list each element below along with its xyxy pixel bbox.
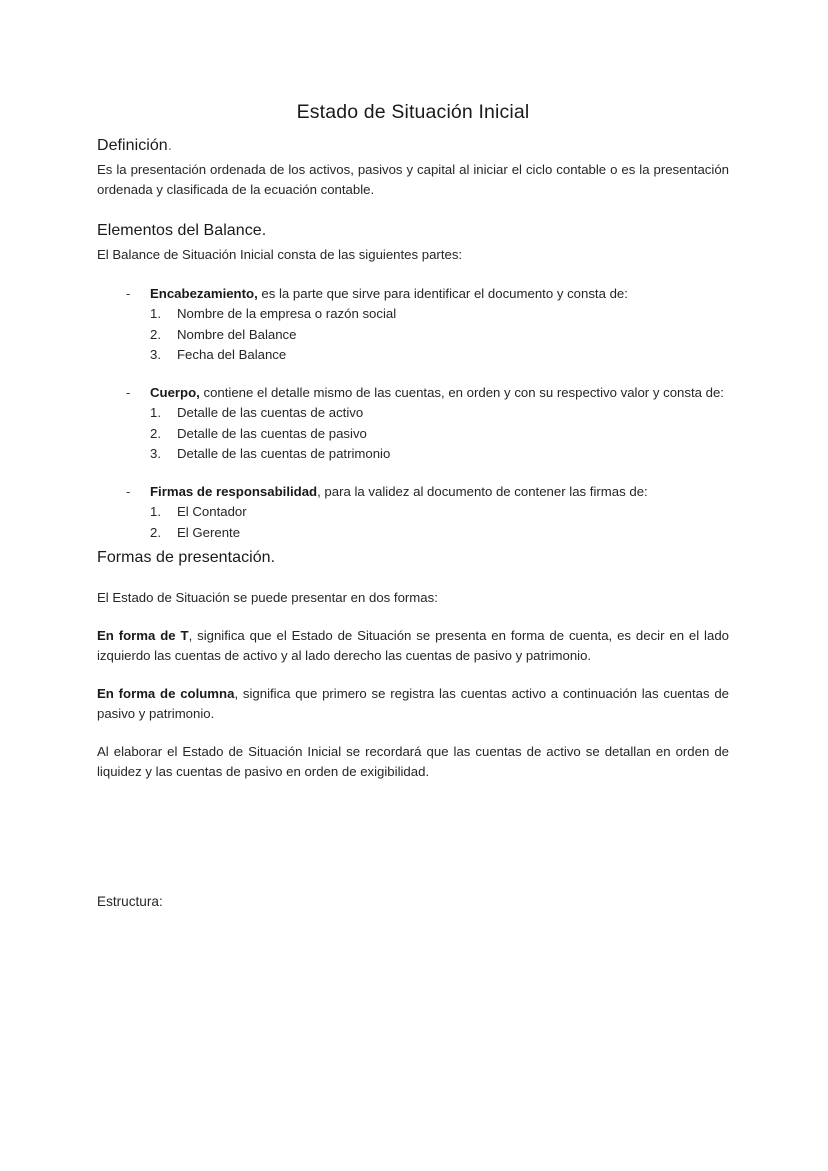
list-item-description: contiene el detalle mismo de las cuentas, en orden y con su respectivo valor y consta de: xyxy=(199,385,724,401)
sub-list-item xyxy=(150,424,729,444)
sub-list xyxy=(150,403,729,464)
paragraph-formas-intro: El Estado de Situación se puede presentar en dos formas: xyxy=(97,589,438,605)
sub-list-number: 2. xyxy=(150,326,161,342)
sub-list-number: 3. xyxy=(150,346,161,362)
sub-list xyxy=(150,304,729,365)
list-item-text xyxy=(150,284,729,304)
list-item xyxy=(97,383,729,464)
paragraph-definicion: Es la presentación ordenada de los activos, pasivos y capital al iniciar el ciclo contable o es la presentación ordenada y clasificada de la ecuación contable. xyxy=(97,162,729,198)
sub-list-item-label: El Contador xyxy=(177,504,247,520)
heading-definicion-text: Definición xyxy=(97,137,168,155)
list-item-description: , para la validez al documento de contener las firmas de: xyxy=(317,484,648,500)
elementos-list xyxy=(97,284,729,543)
sub-list-item xyxy=(150,304,729,324)
dash-bullet-icon: - xyxy=(126,286,131,302)
sub-list-item-label: Detalle de las cuentas de patrimonio xyxy=(177,445,391,461)
dash-bullet-icon: - xyxy=(126,385,131,401)
sub-list-item xyxy=(150,325,729,345)
paragraph-forma-t-label: En forma de T xyxy=(97,627,189,643)
sub-list-item xyxy=(150,444,729,464)
sub-list-item-label: Nombre del Balance xyxy=(177,326,297,342)
page-title: Estado de Situación Inicial xyxy=(296,101,530,123)
list-item xyxy=(97,284,729,365)
document-content xyxy=(97,100,729,782)
paragraph-forma-columna xyxy=(97,684,729,724)
list-item xyxy=(97,482,729,543)
sub-list-number: 2. xyxy=(150,524,161,540)
heading-definicion xyxy=(97,136,729,157)
sub-list-item-label: Nombre de la empresa o razón social xyxy=(177,306,397,322)
paragraph-forma-columna-label: En forma de columna xyxy=(97,685,235,701)
sub-list xyxy=(150,502,729,543)
paragraph-forma-t-text: , significa que el Estado de Situación se presenta en forma de cuenta, es decir en el lado izquierdo las cuentas de activo y al lado derecho las cuentas de pasivo y patrimonio. xyxy=(97,627,729,663)
paragraph-elementos-intro: El Balance de Situación Inicial consta de las siguientes partes: xyxy=(97,247,463,263)
heading-definicion-period: . xyxy=(167,137,173,155)
paragraph-forma-columna-text: , significa que primero se registra las cuentas activo a continuación las cuentas de pasivo y patrimonio. xyxy=(97,685,729,722)
sub-list-item xyxy=(150,403,729,423)
sub-list-item xyxy=(150,502,729,522)
sub-list-number: 1. xyxy=(150,504,161,520)
list-item-label: Cuerpo, xyxy=(150,385,200,401)
list-item-label: Firmas de responsabilidad xyxy=(150,484,318,500)
sub-list-number: 3. xyxy=(150,445,161,461)
sub-list-item-label: Detalle de las cuentas de activo xyxy=(177,405,364,421)
sub-list-item xyxy=(150,523,729,543)
estructura-label: Estructura: xyxy=(97,894,163,909)
list-item-label: Encabezamiento, xyxy=(150,286,258,302)
paragraph-cierre: Al elaborar el Estado de Situación Inicial se recordará que las cuentas de activo se detallan en orden de liquidez y las cuentas de pasivo en orden de exigibilidad. xyxy=(97,744,729,780)
sub-list-number: 2. xyxy=(150,425,161,441)
heading-formas-de-presentacion: Formas de presentación. xyxy=(97,548,276,566)
sub-list-number: 1. xyxy=(150,405,161,421)
sub-list-item-label: El Gerente xyxy=(177,524,241,540)
paragraph-forma-t xyxy=(97,626,729,666)
sub-list-number: 1. xyxy=(150,306,161,322)
sub-list-item-label: Detalle de las cuentas de pasivo xyxy=(177,425,367,441)
dash-bullet-icon: - xyxy=(126,484,131,500)
list-item-text xyxy=(150,383,729,403)
sub-list-item-label: Fecha del Balance xyxy=(177,346,287,362)
list-item-description: es la parte que sirve para identificar el documento y consta de: xyxy=(257,286,628,302)
heading-elementos-del-balance: Elementos del Balance. xyxy=(97,222,267,240)
list-item-text xyxy=(150,482,729,502)
sub-list-item xyxy=(150,345,729,365)
